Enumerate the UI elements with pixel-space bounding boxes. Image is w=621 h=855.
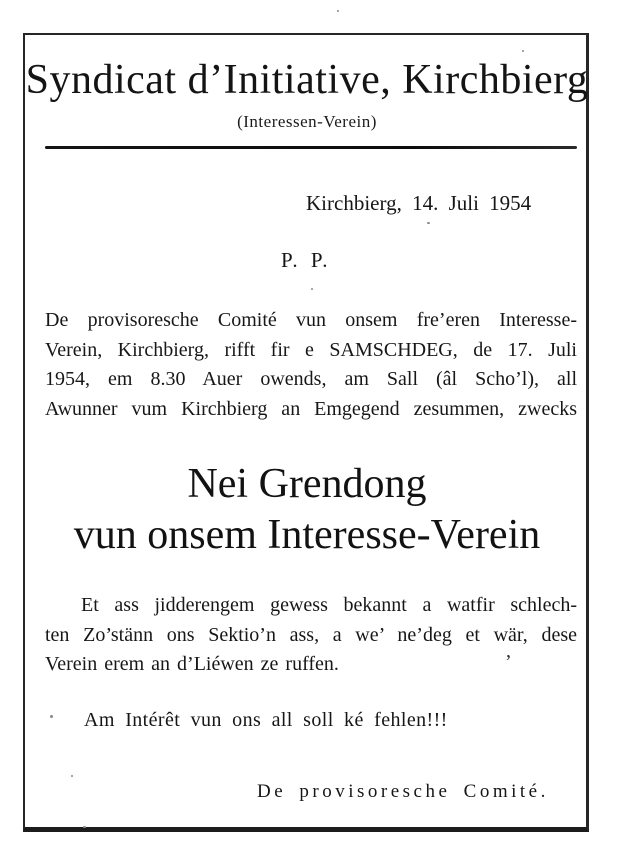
paragraph-line: Awunner vum Kirchbierg an Emgegend zesummen, zwecks xyxy=(45,397,577,420)
signature-line: De provisoresche Comité. xyxy=(257,781,549,802)
closing-line: Am Intérêt vun ons all soll ké fehlen!!! xyxy=(84,709,448,731)
body-paragraph-1 xyxy=(45,306,577,424)
event-heading xyxy=(23,459,591,561)
document-title: Syndicat d’Initiative, Kirchbierg xyxy=(25,57,589,103)
scan-speck xyxy=(522,50,524,52)
scan-speck xyxy=(71,775,73,777)
paragraph-line: Et ass jidderengem gewess bekannt a watfir schlech- xyxy=(81,594,577,616)
scan-speck xyxy=(337,10,339,12)
paragraph-line: Verein erem an d’Liéwen ze ruffen. xyxy=(45,653,339,675)
heading-line: Nei Grendong xyxy=(187,461,427,507)
paragraph-line: De provisoresche Comité vun onsem fre’eren Interesse- xyxy=(45,309,577,331)
dateline: Kirchbierg, 14. Juli 1954 xyxy=(306,191,532,215)
paragraph-line: ten Zo’stänn ons Sektio’n ass, a we’ ne’deg et wär, dese xyxy=(45,623,577,646)
paragraph-line: Verein, Kirchbierg, rifft fir e SAMSCHDEG, de 17. Juli xyxy=(45,338,577,361)
document-subtitle: (Interessen-Verein) xyxy=(237,112,377,131)
heading-line: vun onsem Interesse-Verein xyxy=(73,512,541,558)
scan-speck xyxy=(311,288,313,290)
paragraph-line: 1954, em 8.30 Auer owends, am Sall (âl Scho’l), all xyxy=(45,368,577,390)
body-paragraph-2 xyxy=(45,591,577,680)
salutation: P. P. xyxy=(281,248,330,272)
scan-speck xyxy=(83,826,86,828)
scan-speck xyxy=(427,222,430,224)
title-rule xyxy=(45,146,577,149)
stray-mark: , xyxy=(506,640,511,662)
scan-speck xyxy=(50,715,53,718)
